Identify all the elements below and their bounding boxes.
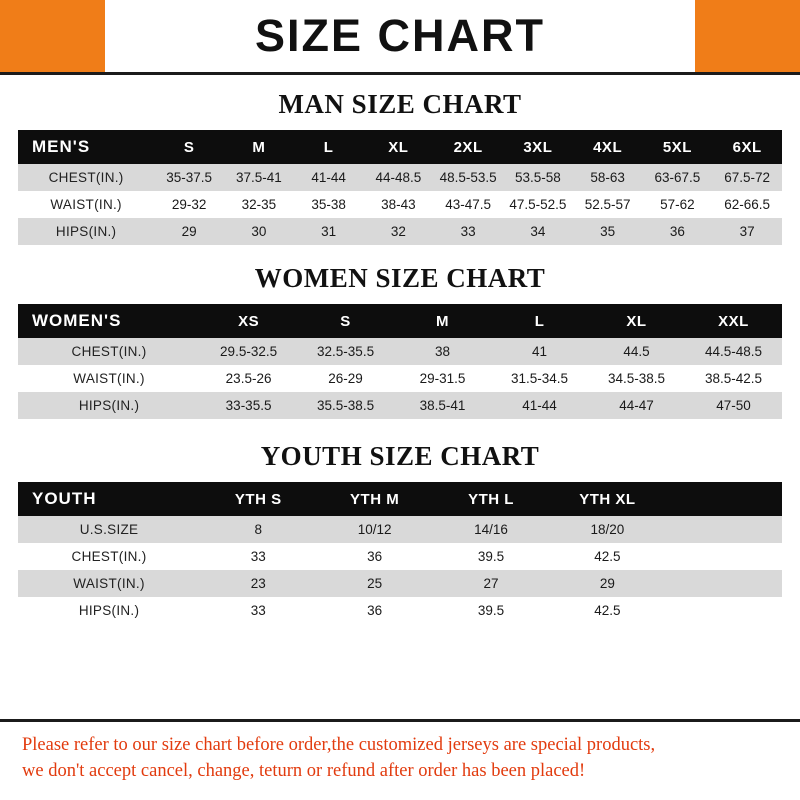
men-row-0-cell-5: 53.5-58 [514, 170, 561, 185]
youth-row-3-cell-2: 39.5 [477, 603, 505, 618]
youth-header-cell-2: YTH M [350, 490, 400, 508]
table-header-row [18, 304, 782, 338]
men-header-cell-4: XL [388, 138, 409, 156]
women-section-title: WOMEN SIZE CHART [254, 263, 546, 293]
women-section [0, 263, 800, 419]
women-row-0-cell-4: 44.5 [623, 344, 650, 359]
women-header-cell-1: XS [238, 312, 260, 330]
youth-row-2-cell-1: 25 [367, 576, 383, 591]
youth-row-0-cell-2: 14/16 [474, 522, 508, 537]
youth-header-cell-0: YOUTH [32, 489, 97, 508]
table-row [18, 218, 782, 245]
women-row-2-cell-1: 35.5-38.5 [317, 398, 375, 413]
women-row-2-cell-5: 47-50 [716, 398, 751, 413]
youth-row-2-label: WAIST(IN.) [73, 576, 145, 591]
youth-row-1-label: CHEST(IN.) [71, 549, 147, 564]
women-row-2-cell-2: 38.5-41 [419, 398, 466, 413]
table-row [18, 392, 782, 419]
men-header-cell-9: 6XL [732, 138, 762, 156]
youth-row-1-cell-0: 33 [250, 549, 266, 564]
women-row-1-cell-2: 29-31.5 [419, 371, 466, 386]
men-header-cell-5: 2XL [453, 138, 483, 156]
youth-row-3-label: HIPS(IN.) [78, 603, 140, 618]
men-row-0-cell-0: 35-37.5 [166, 170, 212, 185]
men-row-0-cell-1: 37.5-41 [235, 170, 282, 185]
men-row-1-cell-3: 38-43 [381, 197, 416, 212]
men-row-2-cell-5: 34 [530, 224, 546, 239]
women-header-cell-6: XXL [718, 312, 749, 330]
table-row [18, 597, 782, 624]
page-title: SIZE CHART [255, 10, 545, 61]
women-table-body [18, 338, 782, 419]
men-row-1-cell-6: 52.5-57 [584, 197, 631, 212]
table-row [18, 516, 782, 543]
youth-table-header [18, 482, 782, 516]
women-size-table [18, 304, 782, 419]
men-header-cell-7: 4XL [593, 138, 623, 156]
table-row [18, 164, 782, 191]
men-row-0-cell-4: 48.5-53.5 [439, 170, 497, 185]
youth-table-body [18, 516, 782, 624]
men-row-1-cell-5: 47.5-52.5 [509, 197, 567, 212]
men-header-cell-6: 3XL [523, 138, 553, 156]
notice-line-1: Please refer to our size chart before order,the customized jerseys are special products, [22, 735, 656, 755]
women-row-2-cell-0: 33-35.5 [225, 398, 272, 413]
youth-row-2-cell-2: 27 [483, 576, 499, 591]
men-row-2-cell-1: 30 [251, 224, 267, 239]
table-row [18, 543, 782, 570]
men-row-0-label: CHEST(IN.) [48, 170, 124, 185]
men-row-1-label: WAIST(IN.) [50, 197, 122, 212]
men-row-2-cell-7: 36 [669, 224, 685, 239]
women-header-cell-0: WOMEN'S [32, 311, 122, 330]
youth-row-0-cell-0: 8 [254, 522, 263, 537]
men-section [0, 89, 800, 245]
youth-size-table [18, 482, 782, 624]
men-row-1-cell-7: 57-62 [660, 197, 695, 212]
men-row-1-cell-1: 32-35 [241, 197, 277, 212]
women-row-1-cell-4: 34.5-38.5 [607, 371, 666, 386]
women-row-1-cell-1: 26-29 [328, 371, 363, 386]
men-header-cell-3: L [323, 138, 334, 156]
women-row-0-cell-1: 32.5-35.5 [317, 344, 375, 359]
men-table-body [18, 164, 782, 245]
youth-row-3-cell-0: 33 [250, 603, 266, 618]
women-header-cell-2: S [340, 312, 351, 330]
men-row-2-cell-0: 29 [181, 224, 197, 239]
youth-row-1-cell-3: 42.5 [594, 549, 621, 564]
women-row-2-label: HIPS(IN.) [78, 398, 140, 413]
men-row-1-cell-2: 35-38 [311, 197, 346, 212]
men-row-2-cell-3: 32 [390, 224, 406, 239]
women-row-0-cell-2: 38 [435, 344, 451, 359]
youth-header-cell-3: YTH L [468, 490, 514, 508]
men-header-cell-8: 5XL [662, 138, 692, 156]
men-row-0-cell-7: 63-67.5 [654, 170, 701, 185]
youth-row-1-cell-1: 36 [367, 549, 383, 564]
men-row-0-cell-8: 67.5-72 [724, 170, 771, 185]
men-row-1-cell-0: 29-32 [171, 197, 207, 212]
youth-row-3-cell-3: 42.5 [594, 603, 621, 618]
youth-row-2-cell-0: 23 [250, 576, 266, 591]
youth-row-0-label: U.S.SIZE [79, 522, 139, 537]
men-row-1-cell-8: 62-66.5 [724, 197, 771, 212]
youth-header-cell-5 [666, 482, 782, 516]
women-row-1-label: WAIST(IN.) [73, 371, 145, 386]
women-row-0-cell-5: 44.5-48.5 [704, 344, 763, 359]
table-row [18, 338, 782, 365]
youth-row-1-cell-2: 39.5 [477, 549, 505, 564]
men-header-cell-0: MEN'S [32, 137, 91, 156]
header-banner [0, 0, 800, 72]
women-row-1-cell-0: 23.5-26 [225, 371, 272, 386]
men-header-cell-1: S [183, 138, 195, 156]
youth-header-cell-4: YTH XL [579, 490, 636, 508]
women-row-1-cell-5: 38.5-42.5 [704, 371, 763, 386]
men-section-title: MAN SIZE CHART [278, 89, 522, 119]
youth-row-2-cell-4 [666, 570, 782, 597]
youth-row-1-cell-4 [666, 543, 782, 570]
men-row-2-cell-2: 31 [321, 224, 337, 239]
men-size-table [18, 130, 782, 245]
men-row-2-cell-6: 35 [600, 224, 616, 239]
youth-section-title: YOUTH SIZE CHART [260, 441, 540, 471]
table-header-row [18, 482, 782, 516]
men-row-0-cell-3: 44-48.5 [375, 170, 422, 185]
women-row-0-label: CHEST(IN.) [71, 344, 147, 359]
women-row-0-cell-3: 41 [532, 344, 548, 359]
men-table-header [18, 130, 782, 164]
women-table-header [18, 304, 782, 338]
women-row-2-cell-3: 41-44 [522, 398, 557, 413]
table-row [18, 570, 782, 597]
footer-notice [0, 719, 800, 800]
men-row-2-cell-4: 33 [460, 224, 476, 239]
table-row [18, 191, 782, 218]
women-header-cell-5: XL [626, 312, 647, 330]
youth-row-0-cell-4 [666, 516, 782, 543]
men-row-0-cell-2: 41-44 [311, 170, 346, 185]
men-row-2-label: HIPS(IN.) [55, 224, 117, 239]
youth-row-2-cell-3: 29 [599, 576, 615, 591]
men-row-1-cell-4: 43-47.5 [445, 197, 491, 212]
youth-row-0-cell-3: 18/20 [590, 522, 625, 537]
women-header-cell-3: M [436, 312, 450, 330]
women-row-0-cell-0: 29.5-32.5 [220, 344, 278, 359]
youth-section [0, 441, 800, 624]
table-row [18, 365, 782, 392]
youth-row-3-cell-4 [666, 597, 782, 624]
men-header-cell-2: M [252, 138, 266, 156]
table-header-row [18, 130, 782, 164]
women-row-2-cell-4: 44-47 [619, 398, 654, 413]
women-header-cell-4: L [534, 312, 545, 330]
men-row-2-cell-8: 37 [739, 224, 755, 239]
youth-header-cell-1: YTH S [234, 490, 282, 508]
men-row-0-cell-6: 58-63 [590, 170, 625, 185]
notice-line-2: we don't accept cancel, change, teturn or refund after order has been placed! [22, 761, 586, 781]
youth-row-0-cell-1: 10/12 [357, 522, 392, 537]
youth-row-3-cell-1: 36 [367, 603, 383, 618]
women-row-1-cell-3: 31.5-34.5 [511, 371, 569, 386]
